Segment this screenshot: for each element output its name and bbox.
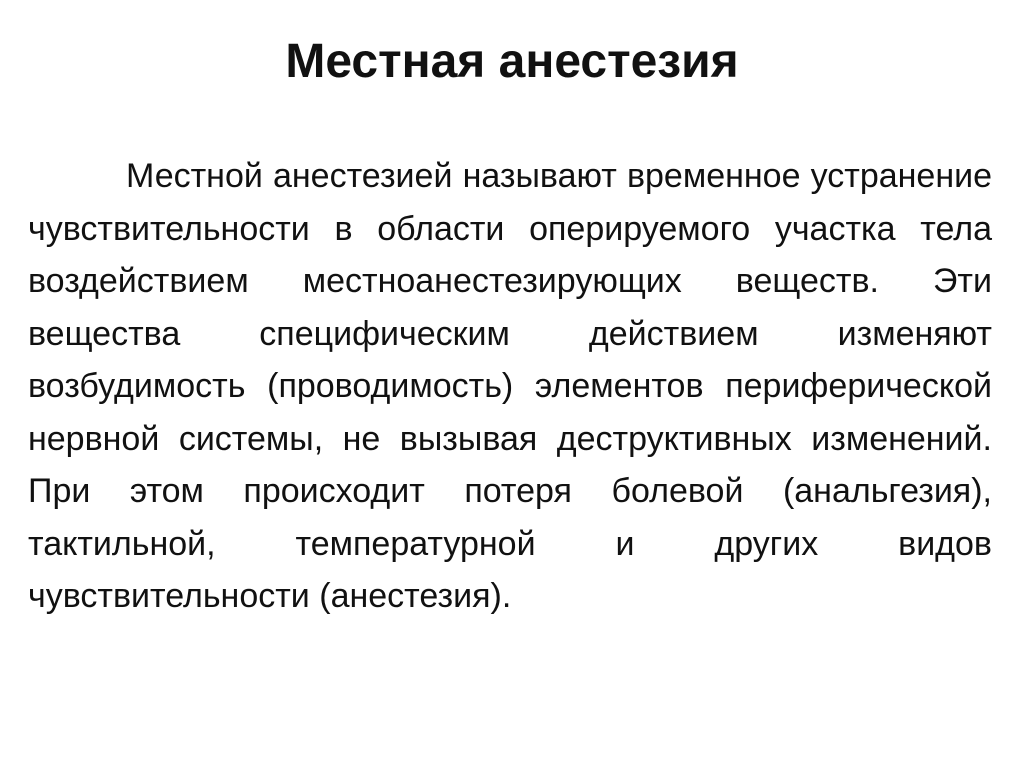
- slide-paragraph: Местной анестезией называют временное устранение чувствительности в области оперируемого участка тела воздействием местноанестезирующих веществ. Эти вещества специфическим действием изменяют возбудимость (проводимость) элементов периферической нервной системы, не вызывая деструктивных изменений. При этом происходит потеря болевой (анальгезия), тактильной, температурной и других видов чувствительности (анестезия).: [28, 157, 992, 615]
- slide-title: Местная анестезия: [285, 35, 739, 88]
